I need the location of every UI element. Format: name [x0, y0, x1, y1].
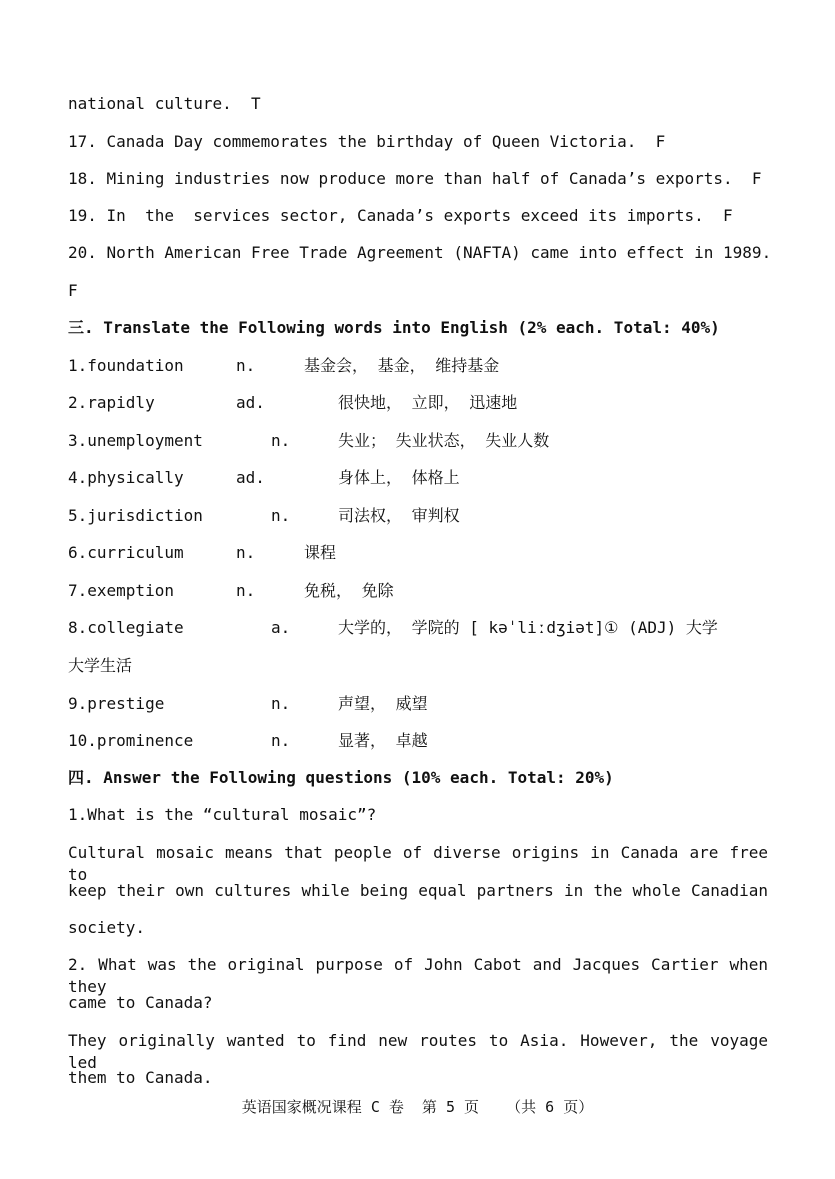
vocab-meaning: 身体上， 体格上	[338, 468, 460, 487]
vocab-meaning: 声望， 威望	[338, 694, 428, 713]
question-1: 1.What is the “cultural mosaic”?	[68, 805, 377, 824]
vocab-term: 7.exemption	[68, 581, 174, 600]
section-4-heading: 四. Answer the Following questions (10% each. Total: 20%)	[68, 768, 614, 787]
vocab-row	[68, 730, 768, 752]
vocab-row	[68, 617, 768, 639]
vocab-pos: ad.	[236, 468, 265, 487]
answer-1-line: society.	[68, 918, 146, 937]
true-false-item-17: 17. Canada Day commemorates the birthday of Queen Victoria. F	[68, 132, 666, 151]
answer-2-line: They originally wanted to find new routes to Asia. However, the voyage led	[68, 1031, 768, 1072]
vocab-meaning: 显著， 卓越	[338, 731, 428, 750]
vocab-pos: ad.	[236, 393, 265, 412]
vocab-meaning: 失业； 失业状态， 失业人数	[338, 431, 550, 450]
vocab-meaning: 大学的， 学院的 [ kəˈliːdʒiət]① (ADJ) 大学	[338, 618, 718, 637]
vocab-row	[68, 580, 768, 602]
vocab-term: 2.rapidly	[68, 393, 155, 412]
vocab-term: 8.collegiate	[68, 618, 184, 637]
vocab-term: 10.prominence	[68, 731, 194, 750]
vocab-pos: n.	[236, 581, 256, 600]
true-false-item-20-answer: F	[68, 281, 78, 300]
vocab-meaning: 很快地， 立即， 迅速地	[338, 393, 518, 412]
vocab-meaning: 基金会， 基金， 维持基金	[304, 356, 500, 375]
vocab-meaning: 免税， 免除	[304, 581, 394, 600]
vocab-row	[68, 355, 768, 377]
answer-1-line: Cultural mosaic means that people of diverse origins in Canada are free to	[68, 843, 768, 884]
vocab-pos: n.	[271, 694, 291, 713]
page-footer: 英语国家概况课程 C 卷 第 5 页 （共 6 页）	[241, 1098, 594, 1116]
vocab-pos: n.	[236, 356, 256, 375]
vocab-term: 6.curriculum	[68, 543, 184, 562]
text-line: national culture. T	[68, 94, 261, 113]
vocab-term: 5.jurisdiction	[68, 506, 203, 525]
vocab-row	[68, 693, 768, 715]
vocab-meaning: 课程	[304, 543, 337, 562]
vocab-row	[68, 467, 768, 489]
section-3-heading: 三. Translate the Following words into English (2% each. Total: 40%)	[68, 318, 720, 337]
vocab-pos: n.	[271, 506, 291, 525]
vocab-term: 4.physically	[68, 468, 184, 487]
question-2-line: 2. What was the original purpose of John Cabot and Jacques Cartier when they	[68, 955, 768, 996]
vocab-row	[68, 392, 768, 414]
vocab-row	[68, 430, 768, 452]
vocab-meaning-continuation: 大学生活	[68, 656, 133, 675]
true-false-item-18: 18. Mining industries now produce more than half of Canada’s exports. F	[68, 169, 762, 188]
vocab-term: 3.unemployment	[68, 431, 203, 450]
vocab-pos: n.	[271, 431, 291, 450]
vocab-pos: n.	[236, 543, 256, 562]
vocab-row	[68, 505, 768, 527]
vocab-pos: a.	[271, 618, 291, 637]
true-false-item-20: 20. North American Free Trade Agreement (NAFTA) came into effect in 1989.	[68, 243, 772, 262]
vocab-meaning: 司法权， 审判权	[338, 506, 460, 525]
vocab-term: 9.prestige	[68, 694, 165, 713]
vocab-row	[68, 542, 768, 564]
answer-1-line: keep their own cultures while being equal partners in the whole Canadian	[68, 881, 768, 900]
answer-2-line: them to Canada.	[68, 1068, 213, 1087]
vocab-term: 1.foundation	[68, 356, 184, 375]
vocab-pos: n.	[271, 731, 291, 750]
question-2-line: came to Canada?	[68, 993, 213, 1012]
true-false-item-19: 19. In the services sector, Canada’s exports exceed its imports. F	[68, 206, 733, 225]
